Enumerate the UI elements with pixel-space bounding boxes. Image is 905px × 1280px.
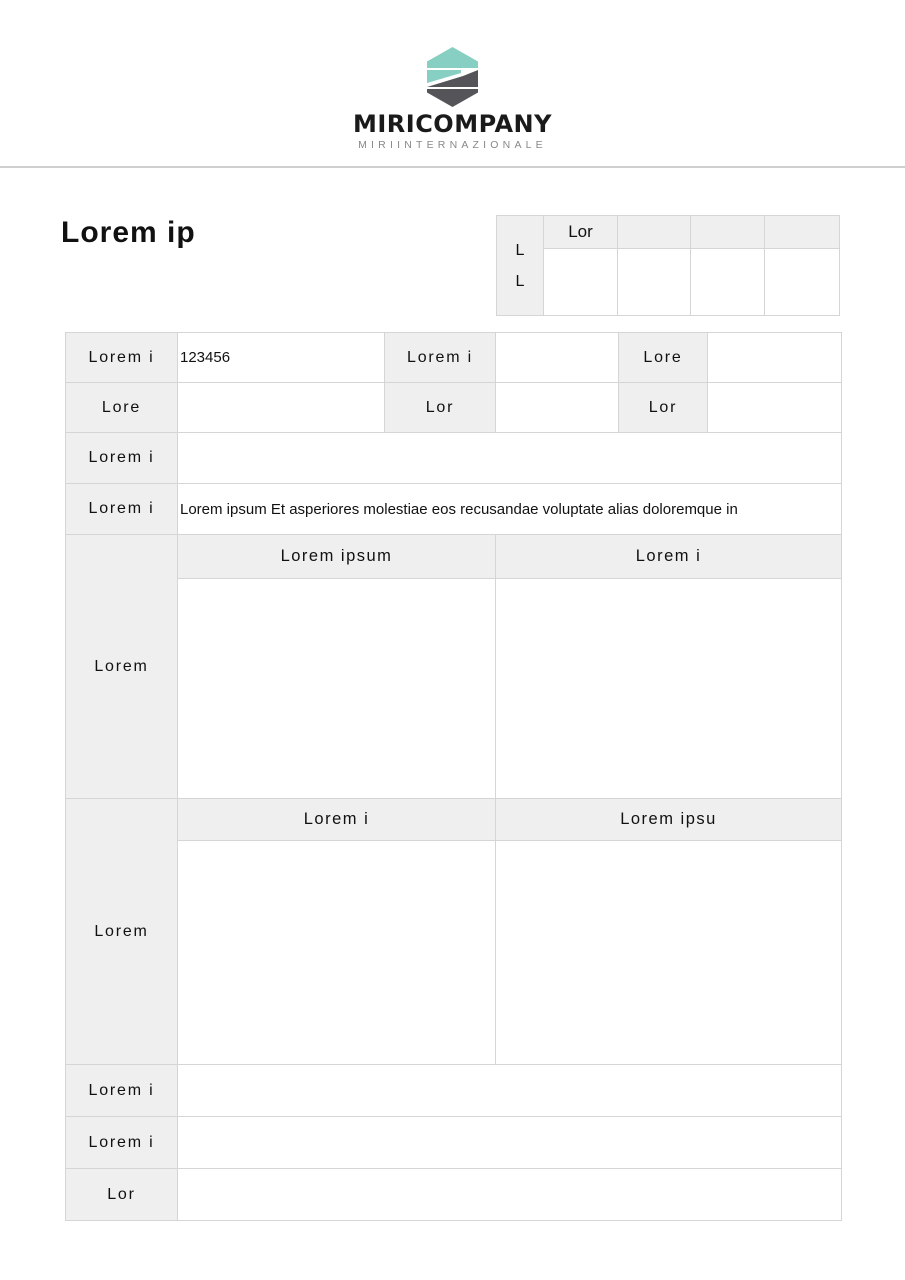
field-label: Lore	[619, 333, 708, 383]
field-label: Lorem i	[66, 1065, 178, 1117]
field-label: Lorem i	[66, 484, 178, 535]
field-value[interactable]	[178, 433, 842, 484]
field-value[interactable]: Lorem ipsum Et asperiores molestiae eos recusandae voluptate alias doloremque in	[178, 484, 842, 535]
info-box-header: Lor	[544, 216, 618, 249]
field-value[interactable]	[496, 333, 619, 383]
brand-tagline: MIRIINTERNAZIONALE	[358, 139, 547, 151]
block-column-header: Lorem ipsum	[178, 535, 496, 579]
form-block-header	[66, 799, 842, 841]
info-box-cell[interactable]	[618, 249, 691, 316]
info-box	[496, 215, 840, 316]
field-value[interactable]	[178, 1117, 842, 1169]
info-box-cell[interactable]	[691, 249, 765, 316]
form-block-body	[66, 841, 842, 1065]
info-box-cell[interactable]	[765, 249, 840, 316]
info-box-side-label: L	[515, 272, 525, 290]
block-text-area[interactable]	[496, 841, 842, 1065]
block-text-area[interactable]	[496, 579, 842, 799]
block-column-header: Lorem ipsu	[496, 799, 842, 841]
field-label: Lorem i	[66, 333, 178, 383]
form-block-body	[66, 579, 842, 799]
field-label: Lor	[66, 1169, 178, 1221]
block-label: Lorem	[66, 799, 178, 1065]
info-box-cell[interactable]	[544, 249, 618, 316]
form-block-header	[66, 535, 842, 579]
form-row	[66, 1065, 842, 1117]
brand-name: MIRICOMPANY	[352, 110, 553, 138]
document-title: Lorem ip	[61, 216, 196, 249]
block-label: Lorem	[66, 535, 178, 799]
field-value[interactable]	[178, 1065, 842, 1117]
header-divider	[0, 166, 905, 168]
info-box-header	[691, 216, 765, 249]
field-label: Lorem i	[66, 433, 178, 484]
field-value[interactable]	[178, 383, 385, 433]
block-column-header: Lorem i	[496, 535, 842, 579]
field-label: Lor	[619, 383, 708, 433]
block-column-header: Lorem i	[178, 799, 496, 841]
field-value[interactable]	[178, 1169, 842, 1221]
info-box-side-labels	[497, 216, 544, 316]
form-row	[66, 433, 842, 484]
info-box-header	[618, 216, 691, 249]
form-row	[66, 1117, 842, 1169]
form-row	[66, 383, 842, 433]
field-value[interactable]	[496, 383, 619, 433]
field-label: Lorem i	[385, 333, 496, 383]
company-logo-icon	[425, 46, 480, 108]
document-header	[0, 0, 905, 168]
field-value[interactable]: 123456	[178, 333, 385, 383]
form-row	[66, 484, 842, 535]
form-row	[66, 333, 842, 383]
block-text-area[interactable]	[178, 579, 496, 799]
form-row	[66, 1169, 842, 1221]
info-box-header	[765, 216, 840, 249]
field-value[interactable]	[708, 383, 842, 433]
field-label: Lor	[385, 383, 496, 433]
field-value[interactable]	[708, 333, 842, 383]
form-table	[65, 332, 842, 1221]
field-label: Lorem i	[66, 1117, 178, 1169]
field-label: Lore	[66, 383, 178, 433]
info-box-side-label: L	[515, 241, 525, 259]
block-text-area[interactable]	[178, 841, 496, 1065]
